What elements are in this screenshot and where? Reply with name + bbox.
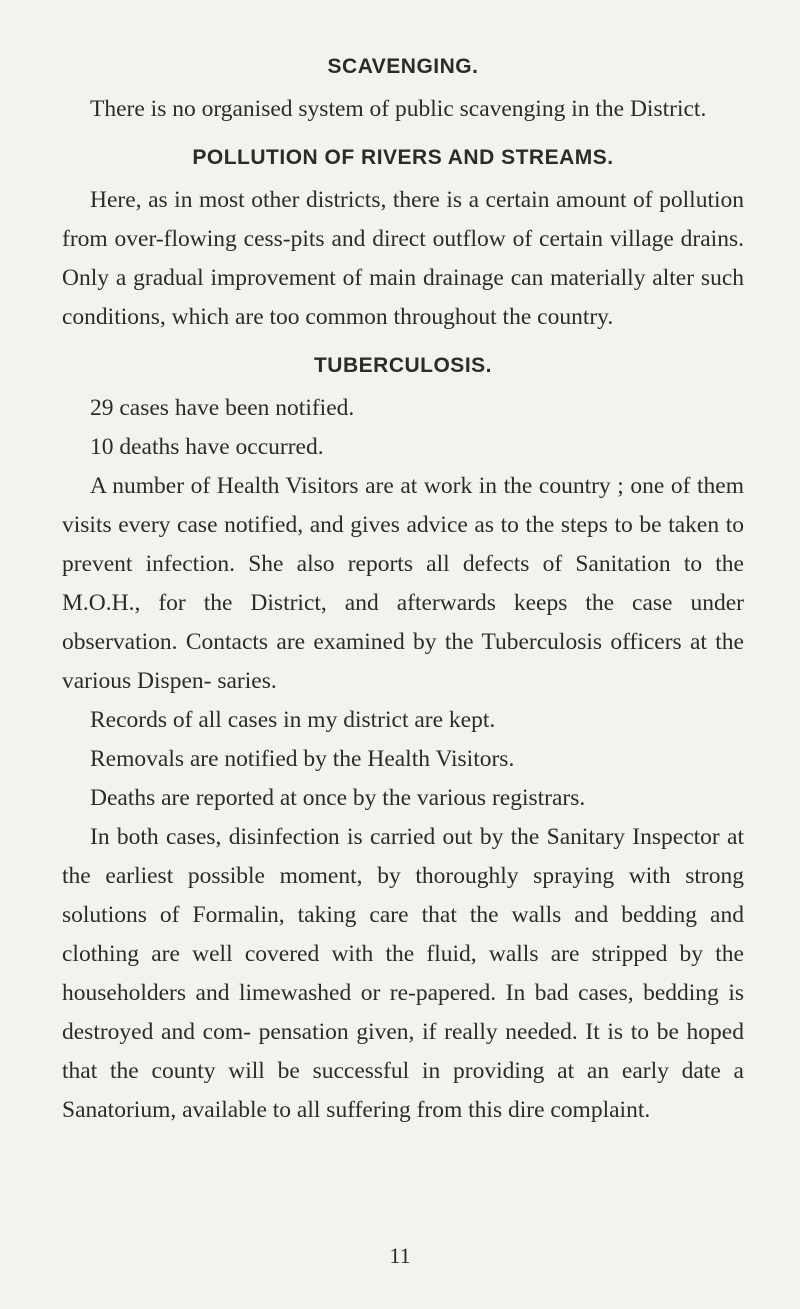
paragraph-tb-disinfection: In both cases, disinfection is carried out by the Sanitary Inspector at the earliest possible moment, by thoroughly spraying with strong solutions of Formalin, taking care that the walls and bedding and clothing are well covered with the fluid, walls are stripped by the householders and limewashed or re-papered. In bad cases, bedding is destroyed and com- pensation given, if really needed. It is to be hoped that the county will be successful in providing at an early date a Sanatorium, available to all suffering from this dire complaint. [62, 824, 744, 1123]
paragraph-tb-health-visitors: A number of Health Visitors are at work in the country ; one of them visits every case notified, and gives advice as to the steps to be taken to prevent infection. She also reports all defects of Sanitation to the M.O.H., for the District, and afterwards keeps the case under observation. Contacts are examined by the Tuberculosis officers at the various Dispen- saries. [62, 473, 744, 694]
paragraph-tb-deaths-reported: Deaths are reported at once by the various registrars. [90, 785, 586, 811]
paragraph-scavenging: There is no organised system of public scavenging in the District. [90, 96, 707, 122]
paragraph-tb-records: Records of all cases in my district are kept. [90, 707, 496, 733]
document-page [62, 52, 744, 1130]
heading-tuberculosis: TUBERCULOSIS. [313, 354, 492, 377]
heading-pollution: POLLUTION OF RIVERS AND STREAMS. [192, 146, 614, 169]
paragraph-tb-cases: 29 cases have been notified. [90, 395, 355, 421]
paragraph-pollution: Here, as in most other districts, there is a certain amount of pollution from over-flowing cess-pits and direct outflow of certain village drains. Only a gradual improvement of main drainage can materially alter such conditions, which are too common throughout the country. [62, 187, 744, 330]
paragraph-tb-deaths: 10 deaths have occurred. [90, 434, 324, 460]
page-number: 11 [389, 1243, 411, 1268]
heading-scavenging: SCAVENGING. [327, 55, 479, 78]
paragraph-tb-removals: Removals are notified by the Health Visitors. [90, 746, 515, 772]
